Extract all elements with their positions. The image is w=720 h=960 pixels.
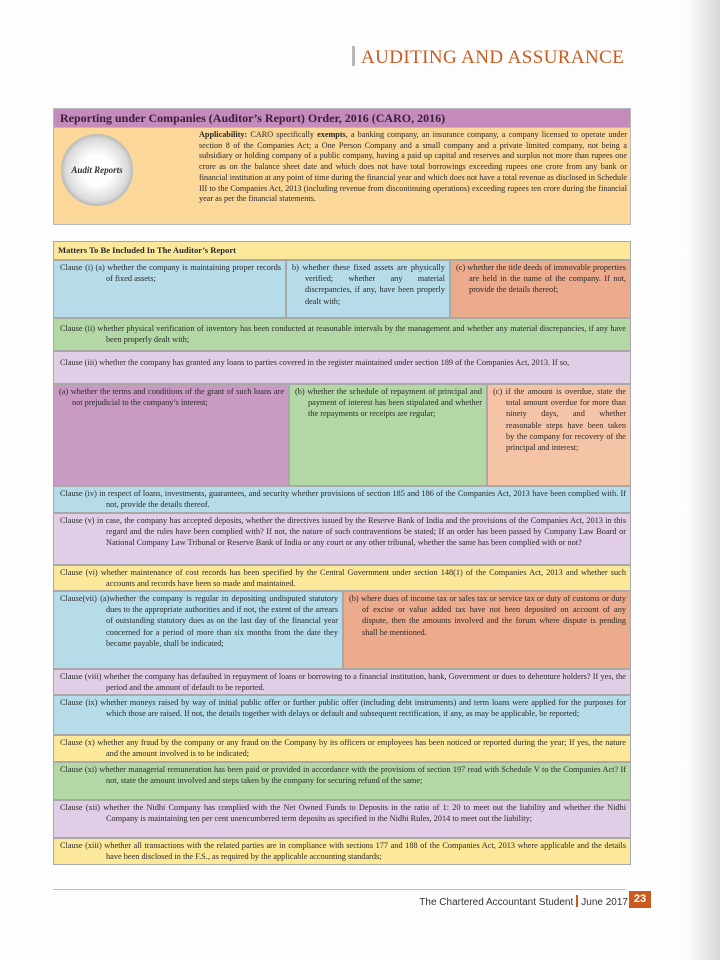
clause-4: Clause (iv) in respect of loans, investments, guarantees, and security whether provisions of section 185 and 186 of the Companies Act, 2013 have been complied with. If not, provide the details thereof. — [53, 486, 631, 513]
exempts-word: exempts — [317, 130, 346, 139]
logo-text: Audit Reports — [71, 165, 123, 175]
header-divider — [352, 46, 355, 66]
clause-10: Clause (x) whether any fraud by the company or any fraud on the Company by its officers or employees has been noticed or reported during the year; If yes, the nature and the amount involved is to be indicated; — [53, 735, 631, 762]
page-number: 23 — [629, 891, 651, 908]
footer-publication: The Chartered Accountant Student — [419, 897, 574, 908]
clause-13: Clause (xiii) whether all transactions with the related parties are in compliance with sections 177 and 188 of the Companies Act, 2013 where applicable and the details have been disclosed in the F.S., as required by the applicable accounting standards; — [53, 838, 631, 865]
applicability-label: Applicability: — [199, 130, 248, 139]
section-title: AUDITING AND ASSURANCE — [361, 47, 625, 68]
footer-date: June 2017 — [581, 897, 628, 908]
caro-applicability-box — [53, 127, 631, 225]
applicability-part-1: CARO specifically — [247, 130, 318, 139]
clause-3c: (c) if the amount is overdue, state the total amount overdue for more than ninety days, and whether reasonable steps have been taken by the company for recovery of the principal and interest; — [487, 384, 631, 486]
page-edge-shadow — [686, 0, 720, 960]
footer — [419, 895, 628, 908]
section-header — [352, 46, 624, 69]
applicability-text — [199, 130, 627, 205]
clause-1b: b) whether these fixed assets are physically verified; whether any material discrepancies, if any, have been properly dealt with; — [286, 260, 450, 318]
clause-3b: (b) whether the schedule of repayment of principal and payment of interest has been stipulated and whether the repayments or receipts are regular; — [289, 384, 487, 486]
clause-12: Clause (xii) whether the Nidhi Company has complied with the Net Owned Funds to Deposits in the ratio of 1: 20 to meet out the liability and whether the Nidhi Company is maintaining ten per cent unencumbered term deposits as specified in the Nidhi Rules, 2014 to meet out the liability; — [53, 800, 631, 838]
clause-11: Clause (xi) whether managerial remuneration has been paid or provided in accordance with the provisions of section 197 read with Schedule V to the Companies Act? If not, state the amount involved and steps taken by the company for securing refund of the same; — [53, 762, 631, 800]
clause-8: Clause (viii) whether the company has defaulted in repayment of loans or borrowing to a financial institution, bank, Government or dues to debenture holders? If yes, the period and the amount of default to be reported. — [53, 669, 631, 695]
clause-5: Clause (v) in case, the company has accepted deposits, whether the directives issued by the Reserve Bank of India and the provisions of the Companies Act, 2013 in this regard and the rules have been complied with? If not, the nature of such contraventions be stated; If an order has been passed by Company Law Board or National Company Law Tribunal or Reserve Bank of India or any court or any other tribunal, whether the same has been complied with or not? — [53, 513, 631, 565]
clause-6: Clause (vi) whether maintenance of cost records has been specified by the Central Government under section 148(1) of the Companies Act, 2013 and whether such accounts and records have been so made and maintained. — [53, 565, 631, 591]
footer-rule — [53, 889, 625, 890]
applicability-part-2: , a banking company, an insurance company, a company licensed to operate under section 8 of the Companies Act; a One Person Company and a small company and a private limited company, not being a subsidiary or holding company of a public company, having a paid up capital and reserves and surplus not more than rupees one crore as on the balance sheet date and which does not have total borrowings exceeding rupees one crore from any bank or financial institution at any point of time during the financial year and which does not have a total revenue as disclosed in Schedule III to the Companies Act, 2013 (including revenue from discontinuing operations) exceeding rupees ten crore during the financial year as per the financial statements. — [199, 130, 628, 204]
clause-1a: Clause (i) (a) whether the company is maintaining proper records of fixed assets; — [53, 260, 286, 318]
caro-title: Reporting under Companies (Auditor’s Report) Order, 2016 (CARO, 2016) — [53, 108, 631, 128]
clause-7b: (b) where dues of income tax or sales tax or service tax or duty of customs or duty of excise or value added tax have not been deposited on account of any dispute, then the amounts involved and the forum where dispute is pending shall be mentioned. — [343, 591, 631, 669]
clause-3: Clause (iii) whether the company has granted any loans to parties covered in the register maintained under section 189 of the Companies Act, 2013. If so, — [53, 351, 631, 384]
clause-2: Clause (ii) whether physical verification of inventory has been conducted at reasonable intervals by the management and whether any material discrepancies, if any have been properly dealt with; — [53, 318, 631, 351]
clause-9: Clause (ix) whether moneys raised by way of initial public offer or further public offer (including debt instruments) and term loans were applied for the purposes for which those are raised. If not, the details together with delays or default and subsequent rectification, if any, as may be applicable, be reported; — [53, 695, 631, 735]
footer-divider — [576, 895, 578, 907]
audit-reports-logo — [61, 134, 133, 206]
matters-heading: Matters To Be Included In The Auditor’s Report — [53, 241, 631, 260]
clause-3a: (a) whether the terms and conditions of the grant of such loans are not prejudicial to the company’s interest; — [53, 384, 289, 486]
clause-7a: Clause(vii) (a)whether the company is regular in depositing undisputed statutory dues to the appropriate authorities and if not, the extent of the arrears of outstanding statutory dues as on the last day of the financial year concerned for a period of more than six months from the date they became payable, shall be indicated; — [53, 591, 343, 669]
clause-1c: (c) whether the title deeds of immovable properties are held in the name of the company. If not, provide the details thereof; — [450, 260, 631, 318]
